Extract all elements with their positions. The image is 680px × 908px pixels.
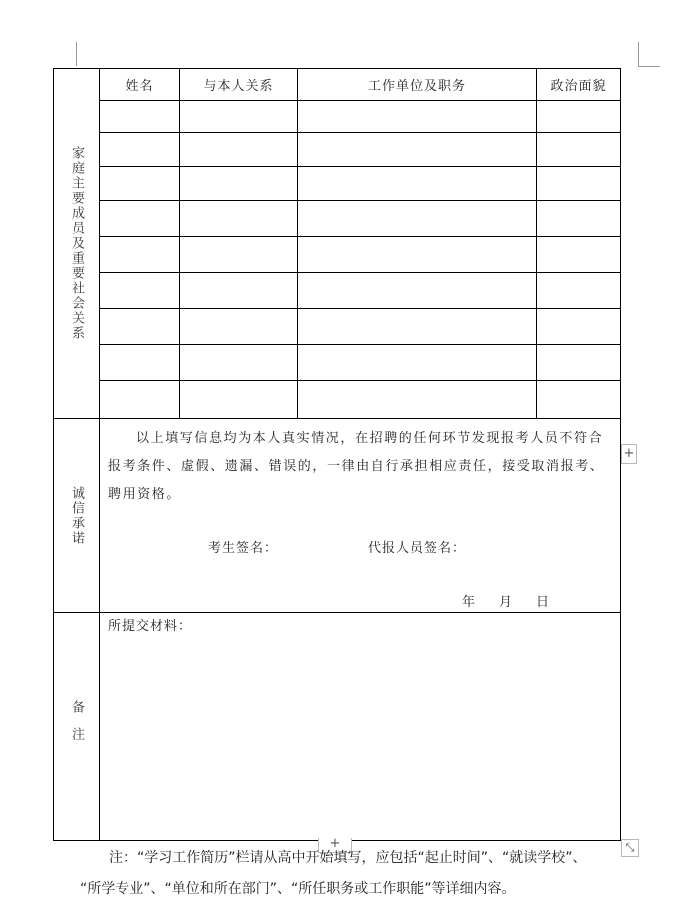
family-cell-relation[interactable] [180, 345, 298, 381]
family-cell-political[interactable] [537, 381, 621, 419]
header-name: 姓名 [100, 69, 180, 101]
family-cell-political[interactable] [537, 237, 621, 273]
family-cell-employer[interactable] [298, 201, 537, 237]
family-cell-relation[interactable] [180, 167, 298, 201]
family-cell-political[interactable] [537, 133, 621, 167]
date-month: 月 [499, 595, 513, 610]
add-column-button[interactable]: + [621, 444, 637, 464]
pledge-cell[interactable] [100, 419, 621, 613]
family-cell-political[interactable] [537, 309, 621, 345]
table-row [54, 309, 621, 345]
header-relation: 与本人关系 [180, 69, 298, 101]
table-row [54, 237, 621, 273]
family-cell-relation[interactable] [180, 201, 298, 237]
family-cell-relation[interactable] [180, 381, 298, 419]
family-cell-political[interactable] [537, 345, 621, 381]
pledge-text: 以上填写信息均为本人真实情况，在招聘的任何环节发现报考人员不符合报考条件、虚假、遗漏、错误的，一律由自行承担相应责任，接受取消报考、聘用资格。 [108, 431, 605, 502]
family-cell-employer[interactable] [298, 237, 537, 273]
family-section-label-cell [54, 69, 100, 419]
family-cell-name[interactable] [100, 133, 180, 167]
table-header-row [54, 69, 621, 101]
date-year: 年 [462, 595, 476, 610]
family-cell-employer[interactable] [298, 345, 537, 381]
footnote [80, 843, 640, 905]
footnote-line-1: 注：“学习工作简历”栏请从高中开始填写，应包括“起止时间”、“就读学校”、 [109, 850, 587, 866]
table-row [54, 201, 621, 237]
table-row [54, 273, 621, 309]
family-cell-name[interactable] [100, 101, 180, 133]
family-cell-relation[interactable] [180, 133, 298, 167]
application-form-table [53, 68, 621, 841]
header-employer: 工作单位及职务 [298, 69, 537, 101]
family-cell-name[interactable] [100, 381, 180, 419]
family-cell-employer[interactable] [298, 101, 537, 133]
family-cell-political[interactable] [537, 101, 621, 133]
pledge-row [54, 419, 621, 613]
header-political: 政治面貌 [537, 69, 621, 101]
agent-signature-label: 代报人员签名： [368, 541, 467, 556]
family-cell-employer[interactable] [298, 133, 537, 167]
family-cell-relation[interactable] [180, 237, 298, 273]
family-cell-employer[interactable] [298, 381, 537, 419]
pledge-content [100, 419, 620, 612]
candidate-signature-label: 考生签名： [208, 541, 279, 556]
crop-mark-top-left [76, 42, 77, 66]
family-cell-name[interactable] [100, 309, 180, 345]
remarks-row [54, 613, 621, 841]
remarks-section-label: 备注 [69, 699, 84, 754]
table-row [54, 381, 621, 419]
date-day: 日 [536, 595, 550, 610]
family-cell-name[interactable] [100, 201, 180, 237]
family-cell-political[interactable] [537, 167, 621, 201]
remarks-label: 所提交材料： [108, 619, 193, 634]
family-section-label: 家庭主要成员及重要社会关系 [69, 146, 84, 341]
add-row-button[interactable]: + [318, 838, 352, 853]
remarks-content [100, 613, 620, 840]
remarks-section-label-cell [54, 613, 100, 841]
family-cell-relation[interactable] [180, 273, 298, 309]
pledge-section-label: 诚信承诺 [69, 485, 84, 546]
table-row [54, 133, 621, 167]
family-cell-name[interactable] [100, 345, 180, 381]
family-cell-name[interactable] [100, 273, 180, 309]
family-cell-political[interactable] [537, 201, 621, 237]
family-cell-name[interactable] [100, 237, 180, 273]
family-cell-employer[interactable] [298, 309, 537, 345]
family-cell-employer[interactable] [298, 273, 537, 309]
family-cell-political[interactable] [537, 273, 621, 309]
crop-mark-top-right-horizontal [638, 66, 660, 67]
footnote-line-2: “所学专业”、“单位和所在部门”、“所任职务或工作职能”等详细内容。 [80, 881, 516, 897]
table-row [54, 167, 621, 201]
family-cell-relation[interactable] [180, 309, 298, 345]
pledge-section-label-cell [54, 419, 100, 613]
remarks-cell[interactable] [100, 613, 621, 841]
table-resize-handle[interactable]: ⤡ [621, 839, 639, 857]
table-row [54, 101, 621, 133]
family-cell-relation[interactable] [180, 101, 298, 133]
family-cell-name[interactable] [100, 167, 180, 201]
table-row [54, 345, 621, 381]
crop-mark-top-right-vertical [638, 42, 639, 66]
date-line [462, 591, 573, 610]
family-cell-employer[interactable] [298, 167, 537, 201]
